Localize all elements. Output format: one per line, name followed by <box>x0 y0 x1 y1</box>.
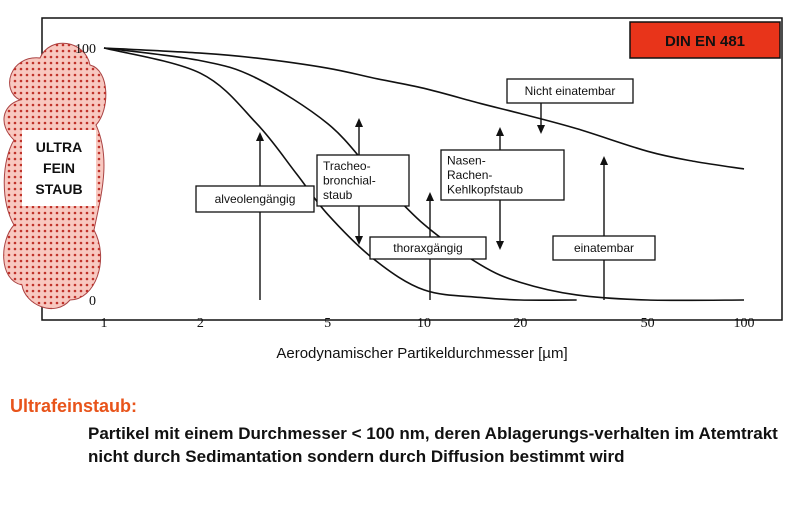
x-tick-label: 20 <box>513 316 528 331</box>
x-tick-label: 2 <box>196 316 204 331</box>
x-tick-label: 100 <box>733 316 755 331</box>
x-axis-label: Aerodynamischer Partikeldurchmesser [µm] <box>276 345 568 362</box>
x-tick-label: 1 <box>100 316 108 331</box>
annotation-nicht <box>507 79 633 103</box>
annotation-alveolen <box>196 186 314 212</box>
y-tick-label: 0 <box>89 294 96 309</box>
ultrafine-cloud <box>4 43 106 308</box>
annotation-text: Nasen- <box>447 153 486 168</box>
annotation-text: Tracheo- <box>323 158 371 173</box>
annotation-text: Nicht einatembar <box>524 83 616 98</box>
y-tick-label: 100 <box>75 42 96 57</box>
annotation-text: bronchial- <box>323 173 376 188</box>
cloud-line-1: ULTRA <box>35 139 83 155</box>
annotation-text: einatembar <box>573 240 635 255</box>
annotation-thoraxg <box>370 237 486 259</box>
din-badge <box>630 22 780 58</box>
plot-frame <box>42 18 782 320</box>
annotation-tracheo <box>317 155 409 206</box>
annotation-text: Rachen- <box>447 167 493 182</box>
x-tick-label: 5 <box>324 316 332 331</box>
annotation-text: thoraxgängig <box>393 240 463 255</box>
annotation-text: staub <box>323 187 353 202</box>
caption-title: Ultrafeinstaub: <box>10 396 138 416</box>
annotation-text: alveolengängig <box>214 191 296 206</box>
annotation-text: Kehlkopfstaub <box>447 182 524 197</box>
cloud-line-3: STAUB <box>35 181 83 197</box>
annotation-nasen <box>441 150 564 200</box>
badge-label: DIN EN 481 <box>664 33 746 50</box>
annotation-einatembar <box>553 236 655 260</box>
x-tick-label: 50 <box>640 316 655 331</box>
caption-text: Partikel mit einem Durchmesser < 100 nm, deren Ablagerungs-verhalten im Atemtrakt nicht durch Sedimantation sondern durch Diffusion bestimmt wird <box>88 424 778 466</box>
x-tick-label: 10 <box>417 316 431 331</box>
cloud-line-2: FEIN <box>43 160 75 176</box>
